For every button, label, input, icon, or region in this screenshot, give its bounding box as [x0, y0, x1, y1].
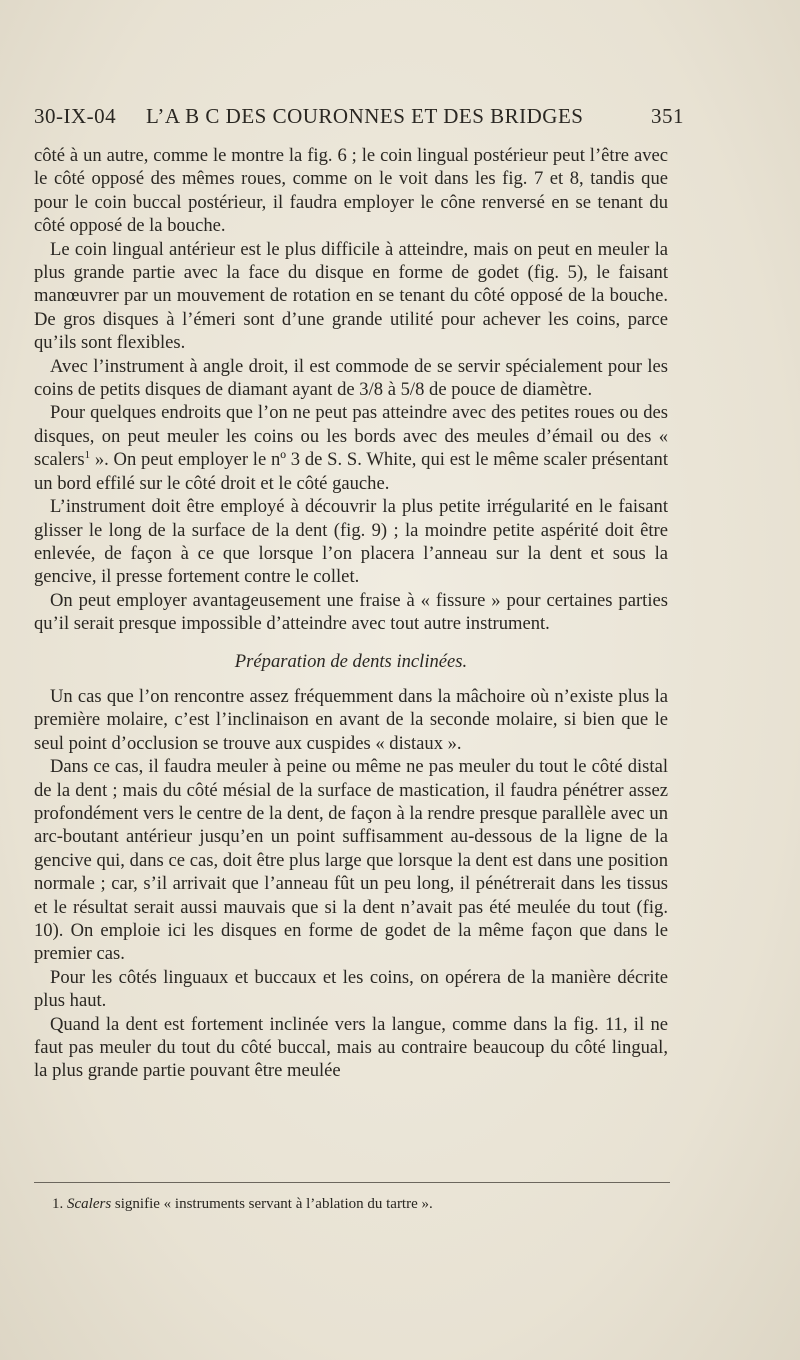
- paragraph-text: Pour quelques endroits que l’on ne peut pas atteindre avec des petites roues ou des disques, on peut meuler les coins ou les bords avec des meules d’émail ou des « scalers: [34, 402, 668, 471]
- paragraph: Avec l’instrument à angle droit, il est commode de se servir spécialement pour les coins de petits disques de diamant ayant de 3/8 à 5/8 de pouce de diamètre.: [34, 355, 668, 401]
- paragraph-text: ». On peut employer le nº 3 de S. S. White, qui est le même scaler présentant un bord effilé sur le côté droit et le côté gauche.: [34, 449, 668, 494]
- page-number: 351: [651, 104, 684, 128]
- paragraph-with-note: [34, 401, 668, 495]
- body-text: [34, 144, 668, 1083]
- footnote-text: signifie « instruments servant à l’ablation du tartre ».: [111, 1196, 433, 1212]
- paragraph: Quand la dent est fortement inclinée vers la langue, comme dans la fig. 11, il ne faut pas meuler du tout du côté buccal, mais au contraire beaucoup du côté lingual, la plus grande partie pouvant être meulée: [34, 1013, 668, 1082]
- running-header: [34, 104, 684, 129]
- paragraph: On peut employer avantageusement une fraise à « fissure » pour certaines parties qu’il serait presque impossible d’atteindre avec tout autre instrument.: [34, 589, 668, 635]
- footnote-number: 1.: [52, 1196, 67, 1212]
- header-date: 30-IX-04: [34, 104, 117, 128]
- paragraph: L’instrument doit être employé à découvrir la plus petite irrégularité en le faisant glisser le long de la surface de la dent (fig. 9) ; la moindre petite aspérité doit être enlevée, de façon à ce que lorsque l’on placera l’anneau sur la dent et sous la gencive, il presse fortement contre le collet.: [34, 496, 668, 588]
- footnote: [52, 1196, 672, 1213]
- paragraph: Le coin lingual antérieur est le plus difficile à atteindre, mais on peut en meuler la plus grande partie avec la face du disque en forme de godet (fig. 5), le faisant manœuvrer par un mouvement de rotation en se tenant du côté opposé de la bouche. De gros disques à l’émeri sont d’une grande utilité pour achever les coins, parce qu’ils sont flexibles.: [34, 238, 668, 354]
- section-title: Préparation de dents inclinées.: [234, 650, 468, 672]
- footnote-term: Scalers: [67, 1196, 112, 1212]
- footnote-ref[interactable]: 1: [84, 449, 91, 462]
- paragraph: Dans ce cas, il faudra meuler à peine ou même ne pas meuler du tout le côté distal de la dent ; mais du côté mésial de la surface de mastication, il faudra pénétrer assez profondément vers le centre de la dent, de façon à la rendre presque parallèle avec un arc-boutant antérieur jusqu’en un point suffisamment au-dessous de la ligne de la gencive qui, dans ce cas, doit être plus large que lorsque la dent est dans une position normale ; car, s’il arrivait que l’anneau fût un peu long, il pénétrerait dans les tissus et le résultat serait aussi mauvais que si la dent n’avait pas été meulée du tout (fig. 10). On emploie ici les disques en forme de godet de la même façon que dans le premier cas.: [34, 756, 668, 965]
- footnote-divider: [34, 1182, 670, 1183]
- paragraph: Pour les côtés linguaux et buccaux et les coins, on opérera de la manière décrite plus haut.: [34, 966, 668, 1012]
- header-title: L’A B C DES COURONNES ET DES BRIDGES: [146, 104, 584, 128]
- paragraph: Un cas que l’on rencontre assez fréquemment dans la mâchoire où n’existe plus la première molaire, c’est l’inclinaison en avant de la seconde molaire, si bien que le seul point d’occlusion se trouve aux cuspides « distaux ».: [34, 685, 668, 754]
- paragraph: côté à un autre, comme le montre la fig. 6 ; le coin lingual postérieur peut l’être avec le côté opposé des mêmes roues, comme on le voit dans les fig. 7 et 8, tandis que pour le coin buccal postérieur, il faudra employer le cône renversé en se tenant du côté opposé de la bouche.: [34, 145, 668, 237]
